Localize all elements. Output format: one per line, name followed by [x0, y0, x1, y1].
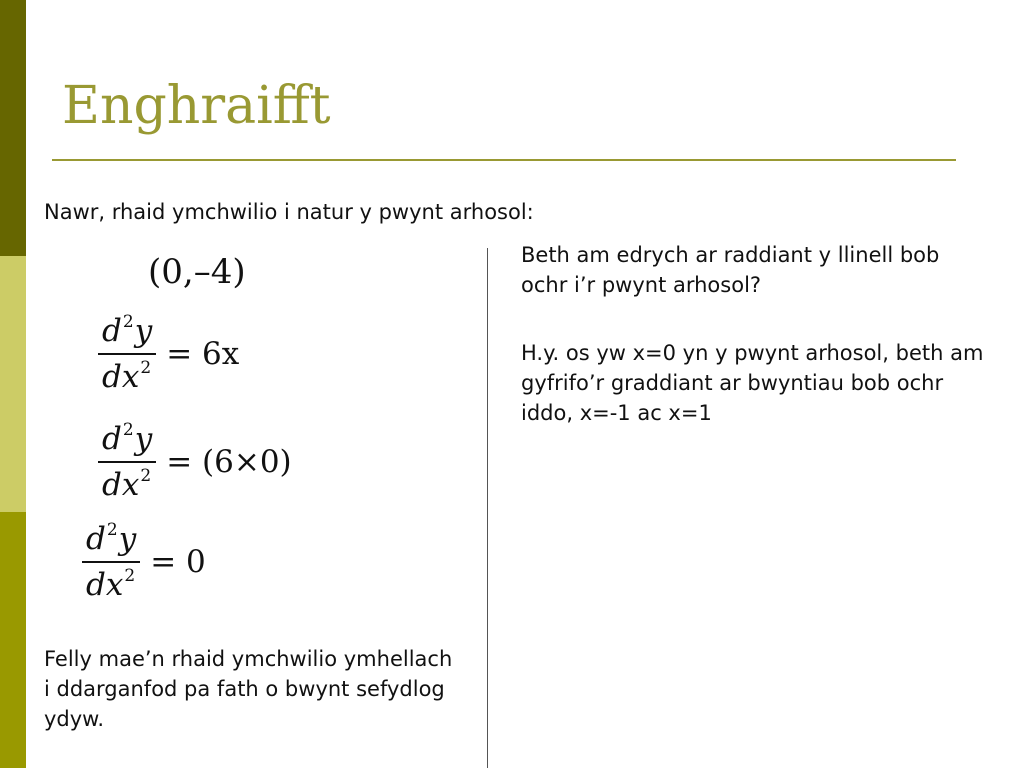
sidebar-segment-dark — [0, 0, 26, 256]
numerator: $d^2y$ — [102, 420, 153, 457]
intro-text: Nawr, rhaid ymchwilio i natur y pwynt arhosol: — [44, 200, 534, 224]
denominator: $dx^2$ — [102, 465, 152, 503]
equation-result — [82, 520, 206, 604]
fraction — [82, 520, 140, 604]
sidebar-segment-medium — [0, 512, 26, 768]
equation-substitution — [98, 420, 292, 504]
fraction — [98, 420, 156, 504]
right-paragraph-question: Beth am edrych ar raddiant y llinell bob ochr i’r pwynt arhosol? — [521, 243, 940, 297]
numerator: $d^2y$ — [86, 520, 137, 557]
equation-rhs: = 6x — [166, 335, 240, 372]
right-paragraph-example: H.y. os yw x=0 yn y pwynt arhosol, beth am gyfrifo’r graddiant ar bwyntiau bob ochr iddo, x=-1 ac x=1 — [521, 341, 984, 425]
title-underline — [52, 159, 956, 161]
denominator: $dx^2$ — [86, 565, 136, 603]
sidebar-segment-light — [0, 256, 26, 512]
equation-rhs: = (6×0) — [166, 443, 292, 480]
numerator: $d^2y$ — [102, 312, 153, 349]
column-divider — [487, 248, 488, 768]
fraction — [98, 312, 156, 396]
slide-title: Enghraifft — [62, 76, 331, 136]
fraction-bar — [98, 353, 156, 355]
fraction-bar — [98, 461, 156, 463]
conclusion-text: Felly mae’n rhaid ymchwilio ymhellach i ddarganfod pa fath o bwynt sefydlog ydyw. — [44, 647, 453, 731]
equation-second-derivative — [98, 312, 239, 396]
fraction-bar — [82, 561, 140, 563]
equation-rhs: = 0 — [150, 543, 206, 580]
stationary-point: (0,–4) — [148, 252, 246, 292]
denominator: $dx^2$ — [102, 357, 152, 395]
sidebar-decoration — [0, 0, 26, 768]
